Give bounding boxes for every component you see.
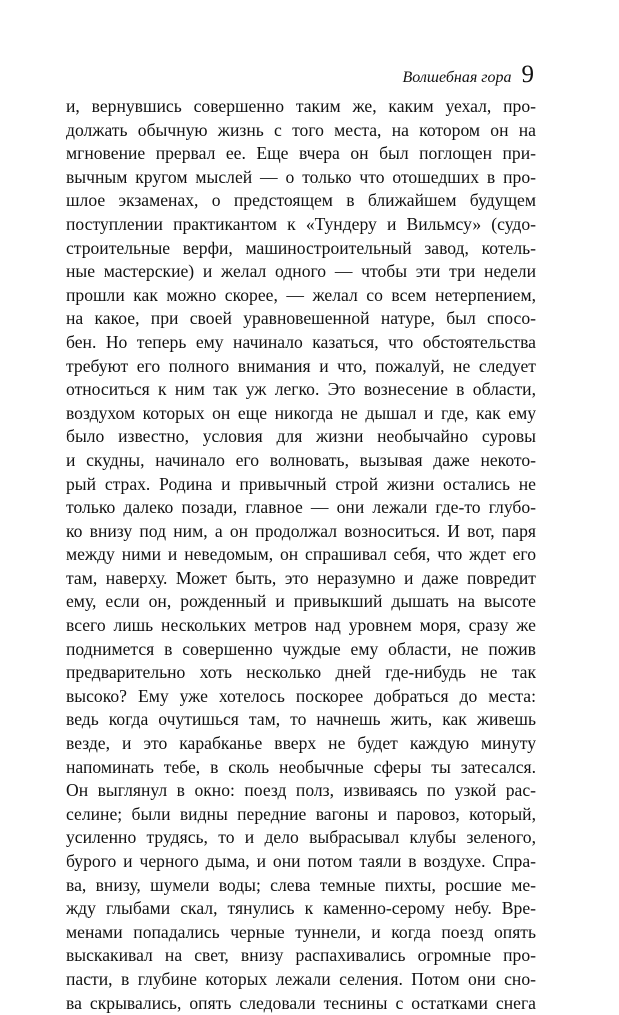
text-line: строительные верфи, машиностроительный завод, котель- [66, 237, 536, 258]
text-line: выскакивал на свет, внизу распахивались огромные про- [66, 945, 536, 966]
text-line: напоминать тебе, в сколь необычные сферы ты затесался. [66, 756, 536, 777]
text-line: и, вернувшись совершенно таким же, каким уехал, про- [66, 96, 536, 116]
text-line: и скудны, начинало его волновать, вызывая даже некото- [66, 449, 536, 470]
text-line: усиленно трудясь, то и дело выбрасывал клубы зеленого, [66, 827, 536, 848]
text-line: ко внизу под ним, а он продолжал возноситься. И вот, паря [66, 520, 536, 541]
text-line: требуют его полного внимания и что, пожалуй, не следует [66, 355, 536, 376]
text-line: ва скрывались, опять следовали теснины с остатками снега [66, 992, 536, 1013]
text-line: предварительно хоть несколько дней где-нибудь не так [66, 662, 536, 683]
text-line: только далеко позади, главное — они лежали где-то глубо- [66, 497, 536, 518]
text-line: ные мастерские) и желал одного — чтобы эти три недели [66, 261, 536, 282]
text-line: относиться к ним так уж легко. Это вознесение в области, [66, 379, 536, 400]
text-line: ведь когда очутишься там, то начнешь жить, как живешь [66, 709, 536, 730]
text-line: поступлении практикантом к «Тундеру и Вильмсу» (судо- [66, 213, 536, 234]
text-line: там, наверху. Может быть, это неразумно и даже повредит [66, 567, 536, 588]
text-line: поднимется в совершенно чуждые ему области, не пожив [66, 638, 536, 659]
text-line: прошли как можно скорее, — желал со всем нетерпением, [66, 284, 536, 305]
text-line: на какое, при своей уравновешенной натуре, был спосо- [66, 308, 536, 329]
text-line: бурого и черного дыма, и они потом таяли в воздухе. Спра- [66, 851, 536, 871]
text-line: Он выглянул в окно: поезд полз, извиваясь по узкой рас- [66, 780, 536, 801]
text-line: воздухом которых он еще никогда не дышал и где, как ему [66, 402, 536, 423]
running-title: Волшебная гора [402, 69, 512, 86]
page-number: 9 [521, 61, 534, 88]
text-line: мгновение прервал ее. Еще вчера он был поглощен при- [66, 143, 536, 164]
text-line: жду глыбами скал, тянулись к каменно-серому небу. Вре- [66, 898, 536, 919]
text-line: шлое экзаменах, о предстоящем в ближайшем будущем [66, 190, 536, 211]
body-text [66, 95, 536, 1015]
text-line: между ними и неведомым, он спрашивал себя, что ждет его [66, 544, 536, 565]
text-line: везде, и это карабканье вверх не будет каждую минуту [66, 733, 536, 754]
text-line: ему, если он, рожденный и привыкший дышать на высоте [66, 591, 536, 612]
text-line: должать обычную жизнь с того места, на котором он на [66, 119, 536, 140]
text-line: было известно, условия для жизни необычайно суровы [66, 426, 536, 447]
text-line: ва, внизу, шумели воды; слева темные пихты, росшие ме- [66, 874, 536, 895]
text-line: менами попадались черные туннели, и когда поезд опять [66, 921, 536, 942]
text-line: всего лишь нескольких метров над уровнем моря, сразу же [66, 615, 536, 636]
text-line: высоко? Ему уже хотелось поскорее добраться до места: [66, 685, 536, 706]
page-header [66, 62, 534, 94]
text-line: селине; были видны передние вагоны и паровоз, который, [66, 803, 536, 824]
text-line: пасти, в глубине которых лежали селения. Потом они сно- [66, 968, 536, 989]
text-line: вычным кругом мыслей — о только что отошедших в про- [66, 166, 536, 187]
text-line: бен. Но теперь ему начинало казаться, что обстоятельства [66, 331, 536, 352]
text-line: рый страх. Родина и привычный строй жизни остались не [66, 473, 536, 494]
